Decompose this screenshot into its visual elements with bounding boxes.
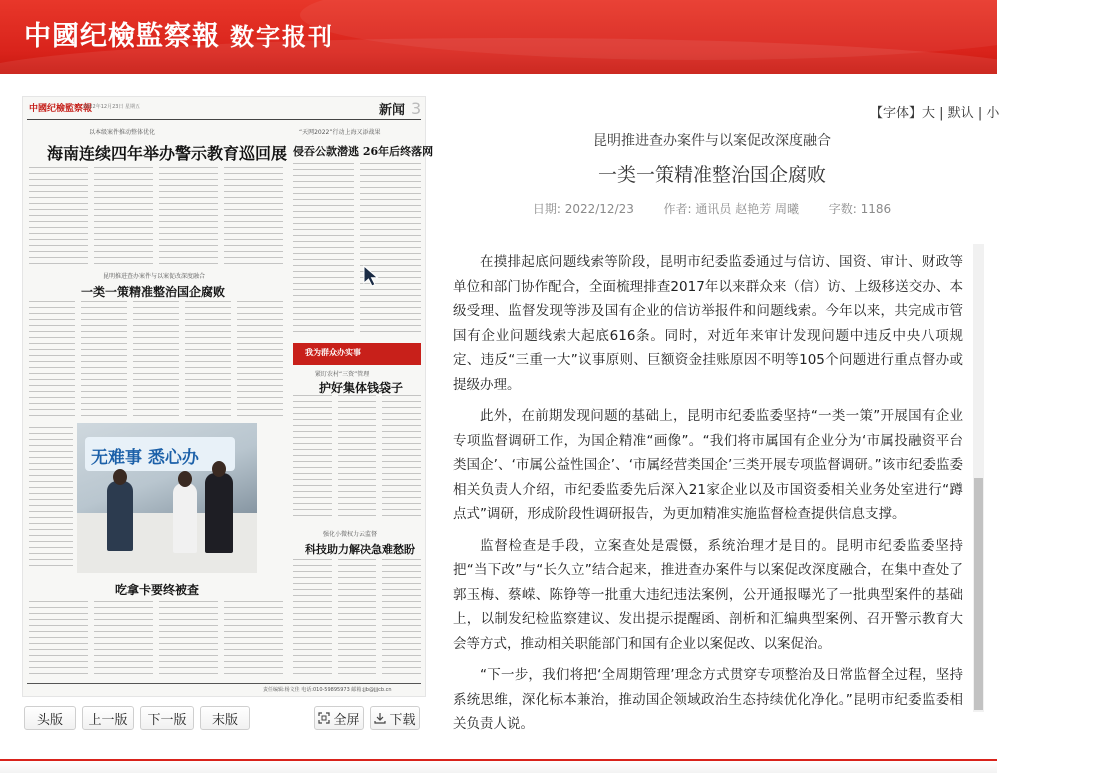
paper-kicker: 昆明推进查办案件与以案促改深度融合	[103, 273, 206, 280]
paper-text-block	[29, 601, 283, 679]
paper-column	[224, 601, 283, 679]
newspaper-page[interactable]	[22, 96, 434, 697]
paper-section: 新闻	[379, 103, 406, 118]
next-page-button[interactable]: 下一版	[140, 706, 194, 730]
last-page-button[interactable]: 末版	[200, 706, 250, 730]
article-body	[453, 250, 963, 743]
paper-column	[29, 167, 88, 267]
photo-person	[205, 473, 233, 553]
site-logo[interactable]	[24, 14, 334, 53]
article-paragraph: 监督检查是手段，立案查处是震慑，系统治理才是目的。昆明市纪委监委坚持把“当下改”与“长久立”结合起来，推进查办案件与以案促改深度融合，在集中查处了郭玉梅、蔡嵘、陈铮等一批重大违纪违法案例，公开通报曝光了一批典型案件的基础上，以制发纪检监察建议、发出提示提醒函、剖析和汇编典型案例、召开警示教育大会等方式，推动相关职能部门和国有企业以案促改、以案促治。	[453, 537, 963, 652]
paper-kicker: 以本级案件推动整体优化	[89, 129, 156, 136]
paper-column	[360, 163, 421, 335]
photo-person-head	[178, 471, 192, 487]
download-button[interactable]	[370, 706, 420, 730]
paper-headline[interactable]: 吃拿卡要终被查	[115, 583, 200, 597]
photo-person-head	[113, 469, 127, 485]
mouse-cursor-icon	[363, 265, 381, 287]
fullscreen-button[interactable]	[314, 706, 364, 730]
paper-masthead: 中國纪檢監察報	[29, 104, 93, 114]
paper-column	[293, 395, 332, 519]
paper-text-block	[293, 395, 421, 519]
news-photo[interactable]	[77, 423, 257, 573]
paper-column	[133, 301, 179, 417]
download-icon	[374, 712, 386, 724]
article-date: 2022/12/23	[564, 202, 634, 216]
article-scrollbar-thumb[interactable]	[974, 478, 983, 710]
font-size-label: 【字体】	[870, 106, 923, 121]
paper-box-label: 我为群众办实事	[305, 348, 361, 357]
paper-headline[interactable]: 一类一策精准整治国企腐败	[81, 285, 226, 299]
paper-column	[29, 601, 88, 679]
paper-footer: 责任编辑:杨文佳 电话:010-59895973 邮箱:jjb@jjjcb.cn	[263, 687, 392, 693]
fullscreen-label: 全屏	[333, 712, 360, 728]
photo-sign-text: 无难事 悉心办	[91, 448, 199, 468]
article-paragraph: “下一步，我们将把‘全周期管理’理念方式贯穿专项整治及日常监督全过程，坚持系统思维，深化标本兼治，推动国企领域政治生态持续优化净化。”昆明市纪委监委相关负责人说。	[453, 667, 963, 733]
paper-column	[224, 167, 283, 267]
article-paragraph: 此外，在前期发现问题的基础上，昆明市纪委监委坚持“一类一策”开展国有企业专项监督调研工作，为国企精准“画像”。“我们将市属国有企业分为‘市属投融资平台类国企’、‘市属公益性国企’、‘市属经营类国企’三类开展专项监督调研。”该市纪委监委相关负责人介绍，市纪委监委先后深入21家企业以及市国资委相关业务处室进行“蹲点式”调研，形成阶段性调研报告，为更加精准实施监督检查提供信息支撑。	[453, 408, 963, 523]
font-size-default[interactable]: 默认	[947, 106, 974, 121]
fullscreen-icon	[318, 712, 330, 724]
prev-page-button[interactable]: 上一版	[82, 706, 134, 730]
paper-text-block	[29, 427, 73, 567]
paper-headline[interactable]: 科技助力解决急难愁盼	[305, 543, 415, 556]
paper-text-block	[29, 167, 283, 267]
first-page-button[interactable]: 头版	[24, 706, 76, 730]
article-meta	[447, 200, 977, 217]
font-size-separator: |	[973, 106, 987, 121]
page-bottom-border	[0, 759, 997, 773]
brand-name: 中國纪檢監察報	[24, 21, 220, 52]
paper-column	[94, 167, 153, 267]
paper-column	[29, 301, 75, 417]
paper-column	[338, 559, 377, 679]
font-size-small[interactable]: 小	[986, 106, 1000, 121]
paper-text-block	[293, 559, 421, 679]
paper-column	[29, 427, 73, 567]
paper-page-number: 3	[411, 99, 422, 118]
paper-date: 2022年12月23日 星期五	[83, 104, 141, 110]
paper-headline[interactable]: 护好集体钱袋子	[319, 381, 404, 395]
paper-headline[interactable]: 侵吞公款潜逃 26年后终落网	[293, 145, 434, 158]
paper-column	[382, 395, 421, 519]
font-size-large[interactable]: 大	[922, 106, 936, 121]
paper-column	[159, 601, 218, 679]
download-label: 下载	[389, 712, 416, 728]
paper-column	[293, 559, 332, 679]
paper-column	[185, 301, 231, 417]
paper-column	[94, 601, 153, 679]
article-subtitle: 昆明推进查办案件与以案促改深度融合	[593, 133, 831, 149]
paper-footer-rule	[27, 683, 421, 684]
paper-text-block	[293, 163, 421, 335]
article-author: 通讯员 赵艳芳 周曦	[695, 202, 800, 216]
paper-column	[338, 395, 377, 519]
font-size-separator: |	[935, 106, 948, 121]
author-label: 作者:	[663, 202, 692, 216]
article-word-count: 1186	[860, 202, 892, 216]
article-title: 一类一策精准整治国企腐败	[597, 164, 826, 186]
paper-column	[382, 559, 421, 679]
photo-person	[107, 481, 133, 551]
words-label: 字数:	[828, 202, 857, 216]
paper-column	[81, 301, 127, 417]
brand-digital: 数字报刊	[230, 22, 334, 51]
paper-kicker: 紧盯农村“三资”管理	[315, 371, 370, 378]
paper-text-block	[29, 301, 283, 417]
paper-headline[interactable]: 海南连续四年举办警示教育巡回展	[47, 144, 288, 163]
paper-column	[237, 301, 283, 417]
site-header	[0, 0, 997, 74]
date-label: 日期:	[532, 202, 561, 216]
photo-person-head	[212, 461, 226, 477]
paper-rule	[27, 119, 421, 120]
paper-kicker: 强化小微权力云监督	[323, 531, 378, 538]
paper-kicker: “天网2022”行动上海又添战果	[299, 129, 381, 136]
paper-column	[159, 167, 218, 267]
photo-person	[173, 483, 197, 553]
paper-column	[293, 163, 354, 335]
font-size-controls	[870, 102, 999, 121]
article-paragraph: 在摸排起底问题线索等阶段，昆明市纪委监委通过与信访、国资、审计、财政等单位和部门协作配合，全面梳理排查2017年以来群众来（信）访、上级移送交办、本级受理、监督发现等涉及国有企业的信访举报件和问题线索。今年以来，共完成市管国有企业问题线索大起底616条。同时，对近年来审计发现问题中违反中央八项规定、违反“三重一大”议事原则、巨额资金挂账原因不明等105个问题进行重点督办或提级办理。	[453, 254, 963, 393]
